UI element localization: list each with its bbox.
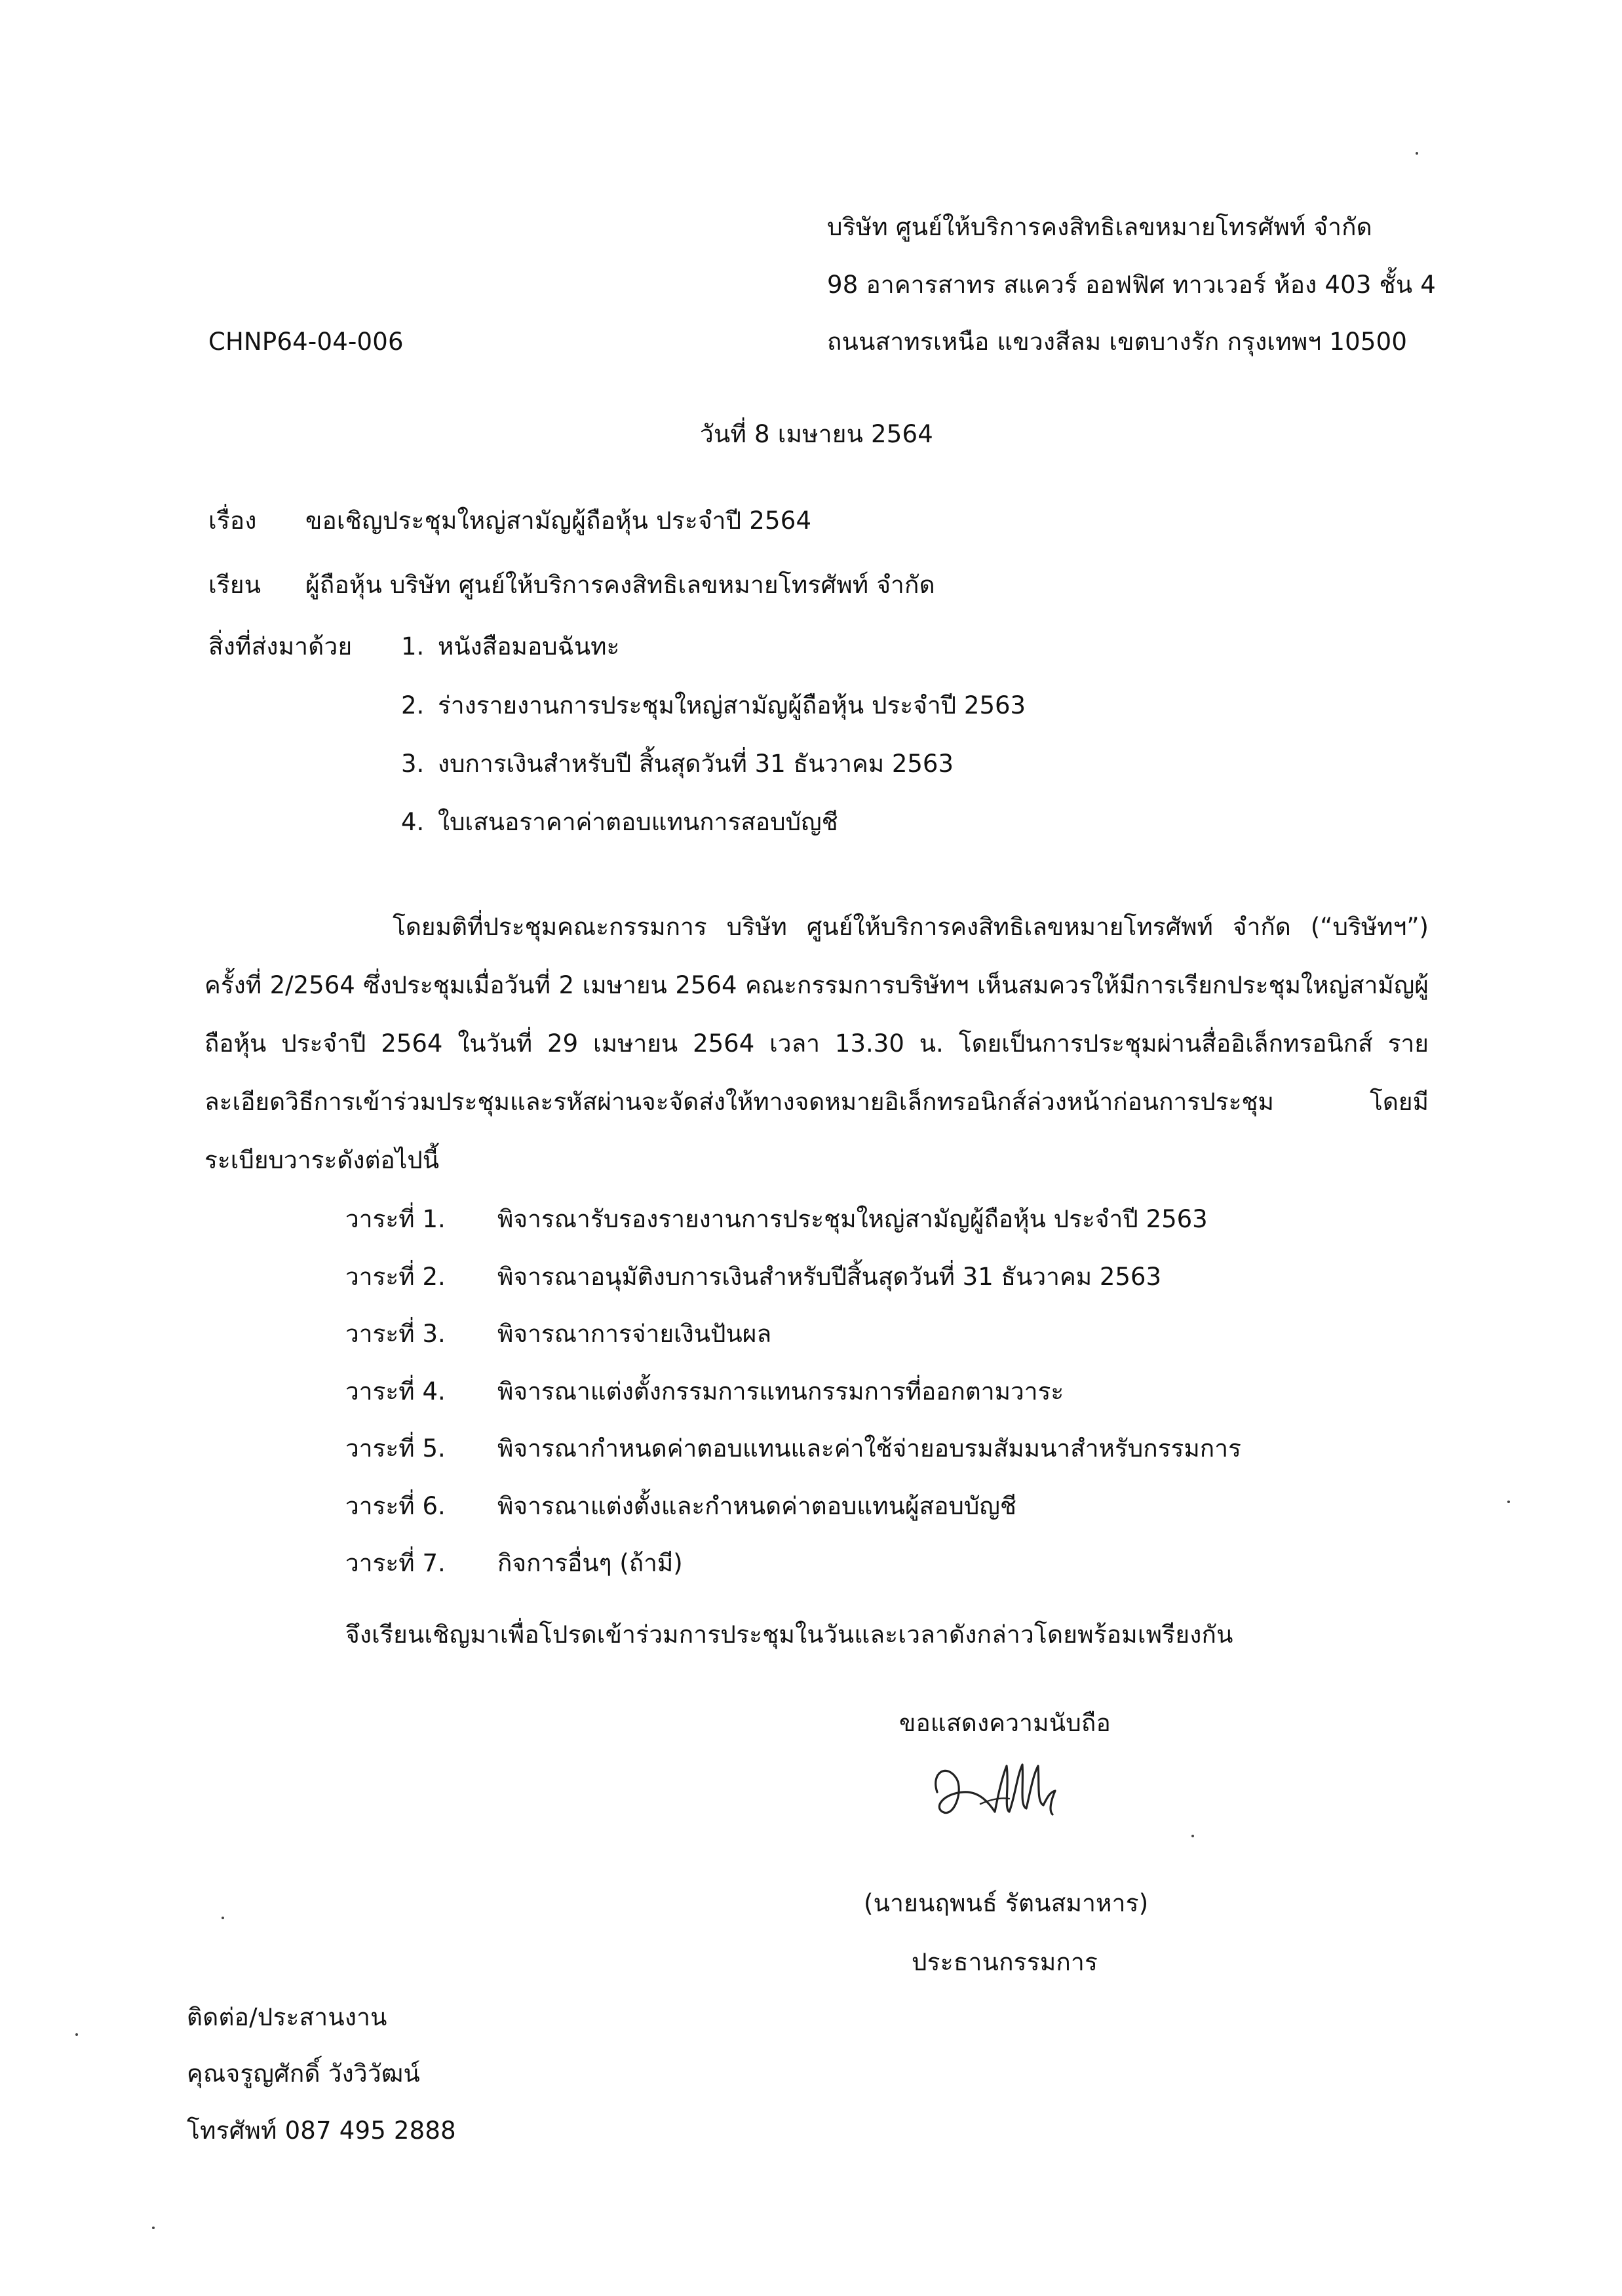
agenda-number: วาระที่ 3. bbox=[345, 1320, 446, 1348]
sender-company: บริษัท ศูนย์ให้บริการคงสิทธิเลขหมายโทรศัพท์ จำกัด bbox=[827, 213, 1372, 241]
addressee-label: เรียน bbox=[208, 571, 261, 599]
scan-speck bbox=[1507, 1501, 1510, 1503]
signatory-name: (นายนฤพนธ์ รัตนสมาหาร) bbox=[864, 1889, 1149, 1917]
scan-speck bbox=[75, 2033, 78, 2036]
agenda-text: พิจารณาอนุมัติงบการเงินสำหรับปีสิ้นสุดวันที่ 31 ธันวาคม 2563 bbox=[497, 1263, 1162, 1291]
enclosure-text: หนังสือมอบฉันทะ bbox=[438, 632, 620, 660]
scan-speck bbox=[1191, 1835, 1194, 1837]
subject-label: เรื่อง bbox=[208, 507, 257, 535]
agenda-text: พิจารณาการจ่ายเงินปันผล bbox=[497, 1320, 772, 1348]
enclosure-text: งบการเงินสำหรับปี สิ้นสุดวันที่ 31 ธันวาคม 2563 bbox=[438, 750, 954, 778]
agenda-number: วาระที่ 1. bbox=[345, 1205, 446, 1233]
sender-address-line1: 98 อาคารสาทร สแควร์ ออฟฟิศ ทาวเวอร์ ห้อง 403 ชั้น 4 bbox=[827, 271, 1437, 299]
enclosure-number: 1. bbox=[401, 632, 425, 660]
enclosure-item bbox=[401, 748, 954, 780]
agenda-text: พิจารณาแต่งตั้งกรรมการแทนกรรมการที่ออกตามวาระ bbox=[497, 1377, 1064, 1406]
body-paragraph: โดยมติที่ประชุมคณะกรรมการ บริษัท ศูนย์ให้บริการคงสิทธิเลขหมายโทรศัพท์ จำกัด (“บริษัทฯ”) ครั้งที่ 2/2564 ซึ่งประชุมเมื่อวันที่ 2 เมษายน 2564 คณะกรรมการบริษัทฯ เห็นสมควรให้มีการเรียกประชุมใหญ่สามัญผู้ถือหุ้น ประจำปี 2564 ในวันที่ 29 เมษายน 2564 เวลา 13.30 น. โดยเป็นการประชุมผ่านสื่ออิเล็กทรอนิกส์ รายละเอียดวิธีการเข้าร่วมประชุมและรหัสผ่านจะจัดส่งให้ทางจดหมายอิเล็กทรอนิกส์ล่วงหน้าก่อนการประชุม โดยมีระเบียบวาระดังต่อไปนี้ bbox=[204, 913, 1429, 1174]
agenda-number: วาระที่ 5. bbox=[345, 1434, 446, 1463]
enclosure-number: 3. bbox=[401, 750, 425, 778]
enclosure-item bbox=[401, 630, 619, 663]
addressee-text: ผู้ถือหุ้น บริษัท ศูนย์ให้บริการคงสิทธิเลขหมายโทรศัพท์ จำกัด bbox=[305, 571, 935, 599]
reference-number: CHNP64-04-006 bbox=[208, 328, 404, 356]
sender-address-line2: ถนนสาทรเหนือ แขวงสีลม เขตบางรัก กรุงเทพฯ 10500 bbox=[827, 328, 1408, 356]
enclosure-number: 4. bbox=[401, 808, 425, 836]
regards-text: ขอแสดงความนับถือ bbox=[899, 1709, 1111, 1737]
contact-person: คุณจรูญศักดิ์ วังวิวัฒน์ bbox=[187, 2059, 420, 2088]
signature-image bbox=[917, 1746, 1075, 1838]
signatory-title: ประธานกรรมการ bbox=[912, 1948, 1098, 1976]
enclosures-label: สิ่งที่ส่งมาด้วย bbox=[208, 632, 353, 660]
agenda-text: พิจารณารับรองรายงานการประชุมใหญ่สามัญผู้ถือหุ้น ประจำปี 2563 bbox=[497, 1205, 1208, 1233]
agenda-text: พิจารณาแต่งตั้งและกำหนดค่าตอบแทนผู้สอบบัญชี bbox=[497, 1492, 1017, 1520]
closing-sentence: จึงเรียนเชิญมาเพื่อโปรดเข้าร่วมการประชุมในวันและเวลาดังกล่าวโดยพร้อมเพรียงกัน bbox=[345, 1620, 1233, 1649]
enclosure-text: ร่างรายงานการประชุมใหญ่สามัญผู้ถือหุ้น ประจำปี 2563 bbox=[438, 691, 1026, 719]
enclosure-item bbox=[401, 806, 838, 839]
scan-speck bbox=[1416, 152, 1418, 155]
agenda-number: วาระที่ 6. bbox=[345, 1492, 446, 1520]
agenda-text: กิจการอื่นๆ (ถ้ามี) bbox=[497, 1549, 683, 1577]
contact-heading: ติดต่อ/ประสานงาน bbox=[187, 2003, 387, 2031]
enclosure-item bbox=[401, 689, 1026, 722]
contact-phone: โทรศัพท์ 087 495 2888 bbox=[187, 2116, 456, 2145]
agenda-text: พิจารณากำหนดค่าตอบแทนและค่าใช้จ่ายอบรมสัมมนาสำหรับกรรมการ bbox=[497, 1434, 1241, 1463]
enclosure-text: ใบเสนอราคาค่าตอบแทนการสอบบัญชี bbox=[438, 808, 838, 836]
subject-text: ขอเชิญประชุมใหญ่สามัญผู้ถือหุ้น ประจำปี 2564 bbox=[305, 507, 812, 535]
agenda-number: วาระที่ 2. bbox=[345, 1263, 446, 1291]
agenda-number: วาระที่ 4. bbox=[345, 1377, 446, 1406]
scan-speck bbox=[152, 2227, 155, 2229]
scan-speck bbox=[222, 1917, 224, 1919]
letter-date: วันที่ 8 เมษายน 2564 bbox=[700, 420, 934, 448]
agenda-number: วาระที่ 7. bbox=[345, 1549, 446, 1577]
enclosure-number: 2. bbox=[401, 691, 425, 719]
